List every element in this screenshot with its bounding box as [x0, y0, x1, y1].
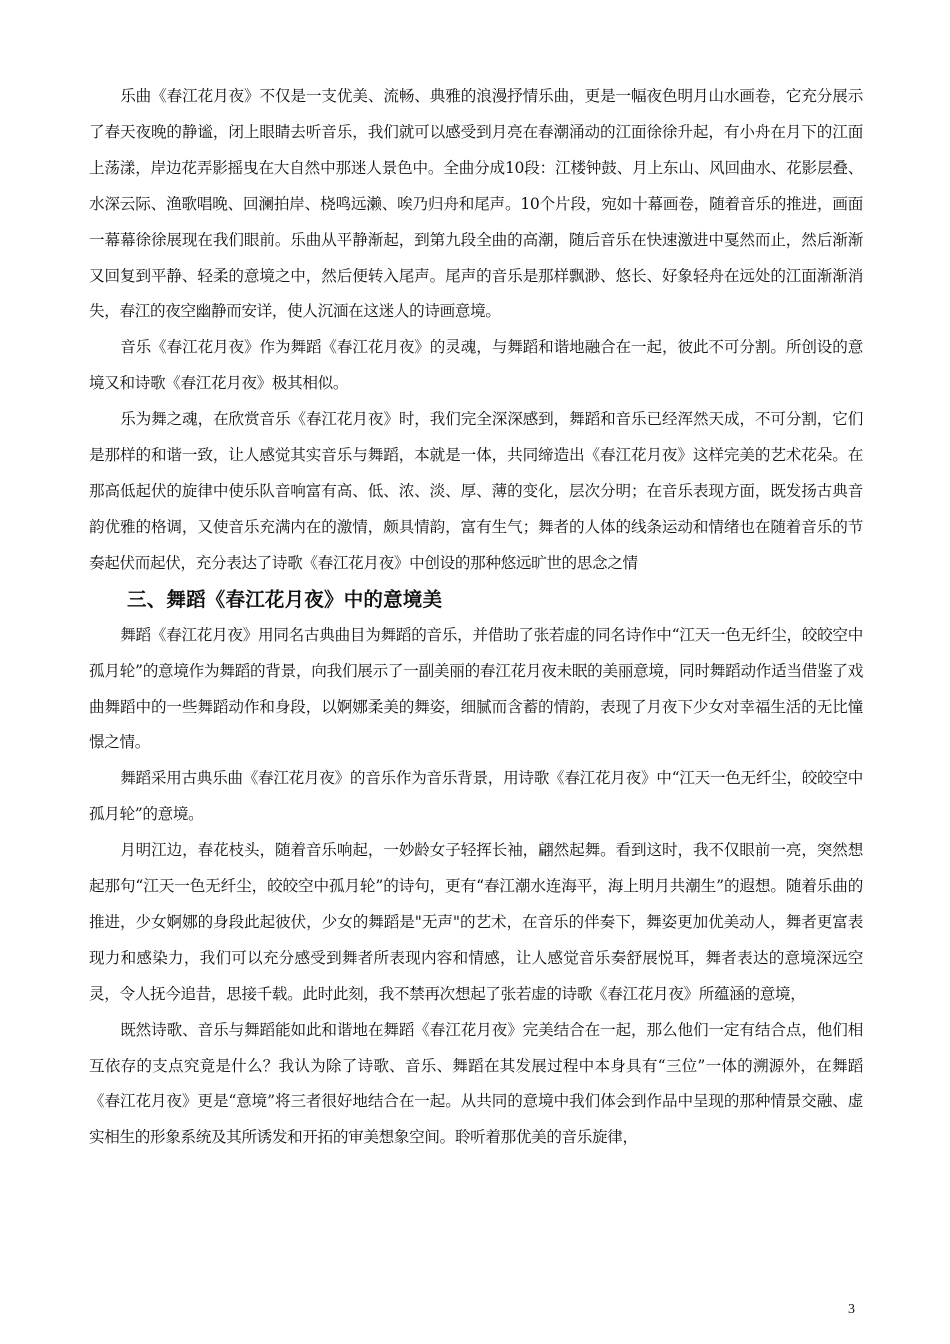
paragraph-music-dance-harmony: 乐为舞之魂，在欣赏音乐《春江花月夜》时，我们完全深深感到，舞蹈和音乐已经浑然天成，不可分割，它们是那样的和谐一致，让人感觉其实音乐与舞蹈，本就是一体，共同缔造出《春江花月夜》这样完美的艺术花朵。在那高低起伏的旋律中使乐队音响富有高、低、浓、淡、厚、薄的变化，层次分明；在音乐表现方面，既发扬古典音韵优雅的格调，又使音乐充满内在的激情，颇具情韵，富有生气；舞者的人体的线条运动和情绪也在随着音乐的节奏起伏而起伏，充分表达了诗歌《春江花月夜》中创设的那种悠远旷世的思念之情 — [89, 410, 863, 572]
paragraph-dance-background: 舞蹈《春江花月夜》用同名古典曲目为舞蹈的音乐，并借助了张若虚的同名诗作中“江天一色无纤尘，皎皎空中孤月轮”的意境作为舞蹈的背景，向我们展示了一副美丽的春江花月夜未眠的美丽意境，同时舞蹈动作适当借鉴了戏曲舞蹈中的一些舞蹈动作和身段，以婀娜柔美的舞姿，细腻而含蓄的情韵，表现了月夜下少女对幸福生活的无比憧憬之情。 — [89, 625, 863, 752]
paragraph-dance-scene: 月明江边，春花枝头，随着音乐响起，一妙龄女子轻挥长袖，翩然起舞。看到这时，我不仅眼前一亮，突然想起那句“江天一色无纤尘，皎皎空中孤月轮”的诗句，更有“春江潮水连海平，海上明月共潮生”的遐想。随着乐曲的推进，少女婀娜的身段此起彼伏，少女的舞蹈是"无声"的艺术，在音乐的伴奏下，舞姿更加优美动人，舞者更富表现力和感染力，我们可以充分感受到舞者所表现内容和情感，让人感觉音乐奏舒展悦耳，舞者表达的意境深远空灵，令人抚今追昔，思接千载。此时此刻，我不禁再次想起了张若虚的诗歌《春江花月夜》所蕴涵的意境， — [89, 841, 863, 1003]
paragraph-music-soul: 音乐《春江花月夜》作为舞蹈《春江花月夜》的灵魂，与舞蹈和谐地融合在一起，彼此不可分割。所创设的意境又和诗歌《春江花月夜》极其相似。 — [89, 338, 863, 393]
document-body — [89, 79, 863, 1156]
section-heading: 三、舞蹈《春江花月夜》中的意境美 — [127, 587, 443, 611]
paragraph-music-description: 乐曲《春江花月夜》不仅是一支优美、流畅、典雅的浪漫抒情乐曲，更是一幅夜色明月山水画卷，它充分展示了春天夜晚的静谧，闭上眼睛去听音乐，我们就可以感受到月亮在春潮涌动的江面徐徐升起，有小舟在月下的江面上荡漾，岸边花弄影摇曳在大自然中那迷人景色中。全曲分成10段：江楼钟鼓、月上东山、风回曲水、花影层叠、水深云际、渔歌唱晚、回澜拍岸、桡鸣远濑、唉乃归舟和尾声。10个片段，宛如十幕画卷，随着音乐的推进，画面一幕幕徐徐展现在我们眼前。乐曲从平静渐起，到第九段全曲的高潮，随后音乐在快速激进中戛然而止，然后渐渐又回复到平静、轻柔的意境之中，然后便转入尾声。尾声的音乐是那样飘渺、悠长、好象轻舟在远处的江面渐渐消失，春江的夜空幽静而安详，使人沉湎在这迷人的诗画意境。 — [89, 87, 863, 321]
paragraph-dance-music: 舞蹈采用古典乐曲《春江花月夜》的音乐作为音乐背景，用诗歌《春江花月夜》中“江天一色无纤尘，皎皎空中孤月轮”的意境。 — [89, 769, 863, 824]
paragraph-integration: 既然诗歌、音乐与舞蹈能如此和谐地在舞蹈《春江花月夜》完美结合在一起，那么他们一定有结合点，他们相互依存的支点究竟是什么？我认为除了诗歌、音乐、舞蹈在其发展过程中本身具有“三位”一体的溯源外，在舞蹈《春江花月夜》更是“意境”将三者很好地结合在一起。从共同的意境中我们体会到作品中呈现的那种情景交融、虚实相生的形象系统及其所诱发和开拓的审美想象空间。聆听着那优美的音乐旋律， — [89, 1020, 863, 1147]
page-number: 3 — [848, 1302, 855, 1317]
